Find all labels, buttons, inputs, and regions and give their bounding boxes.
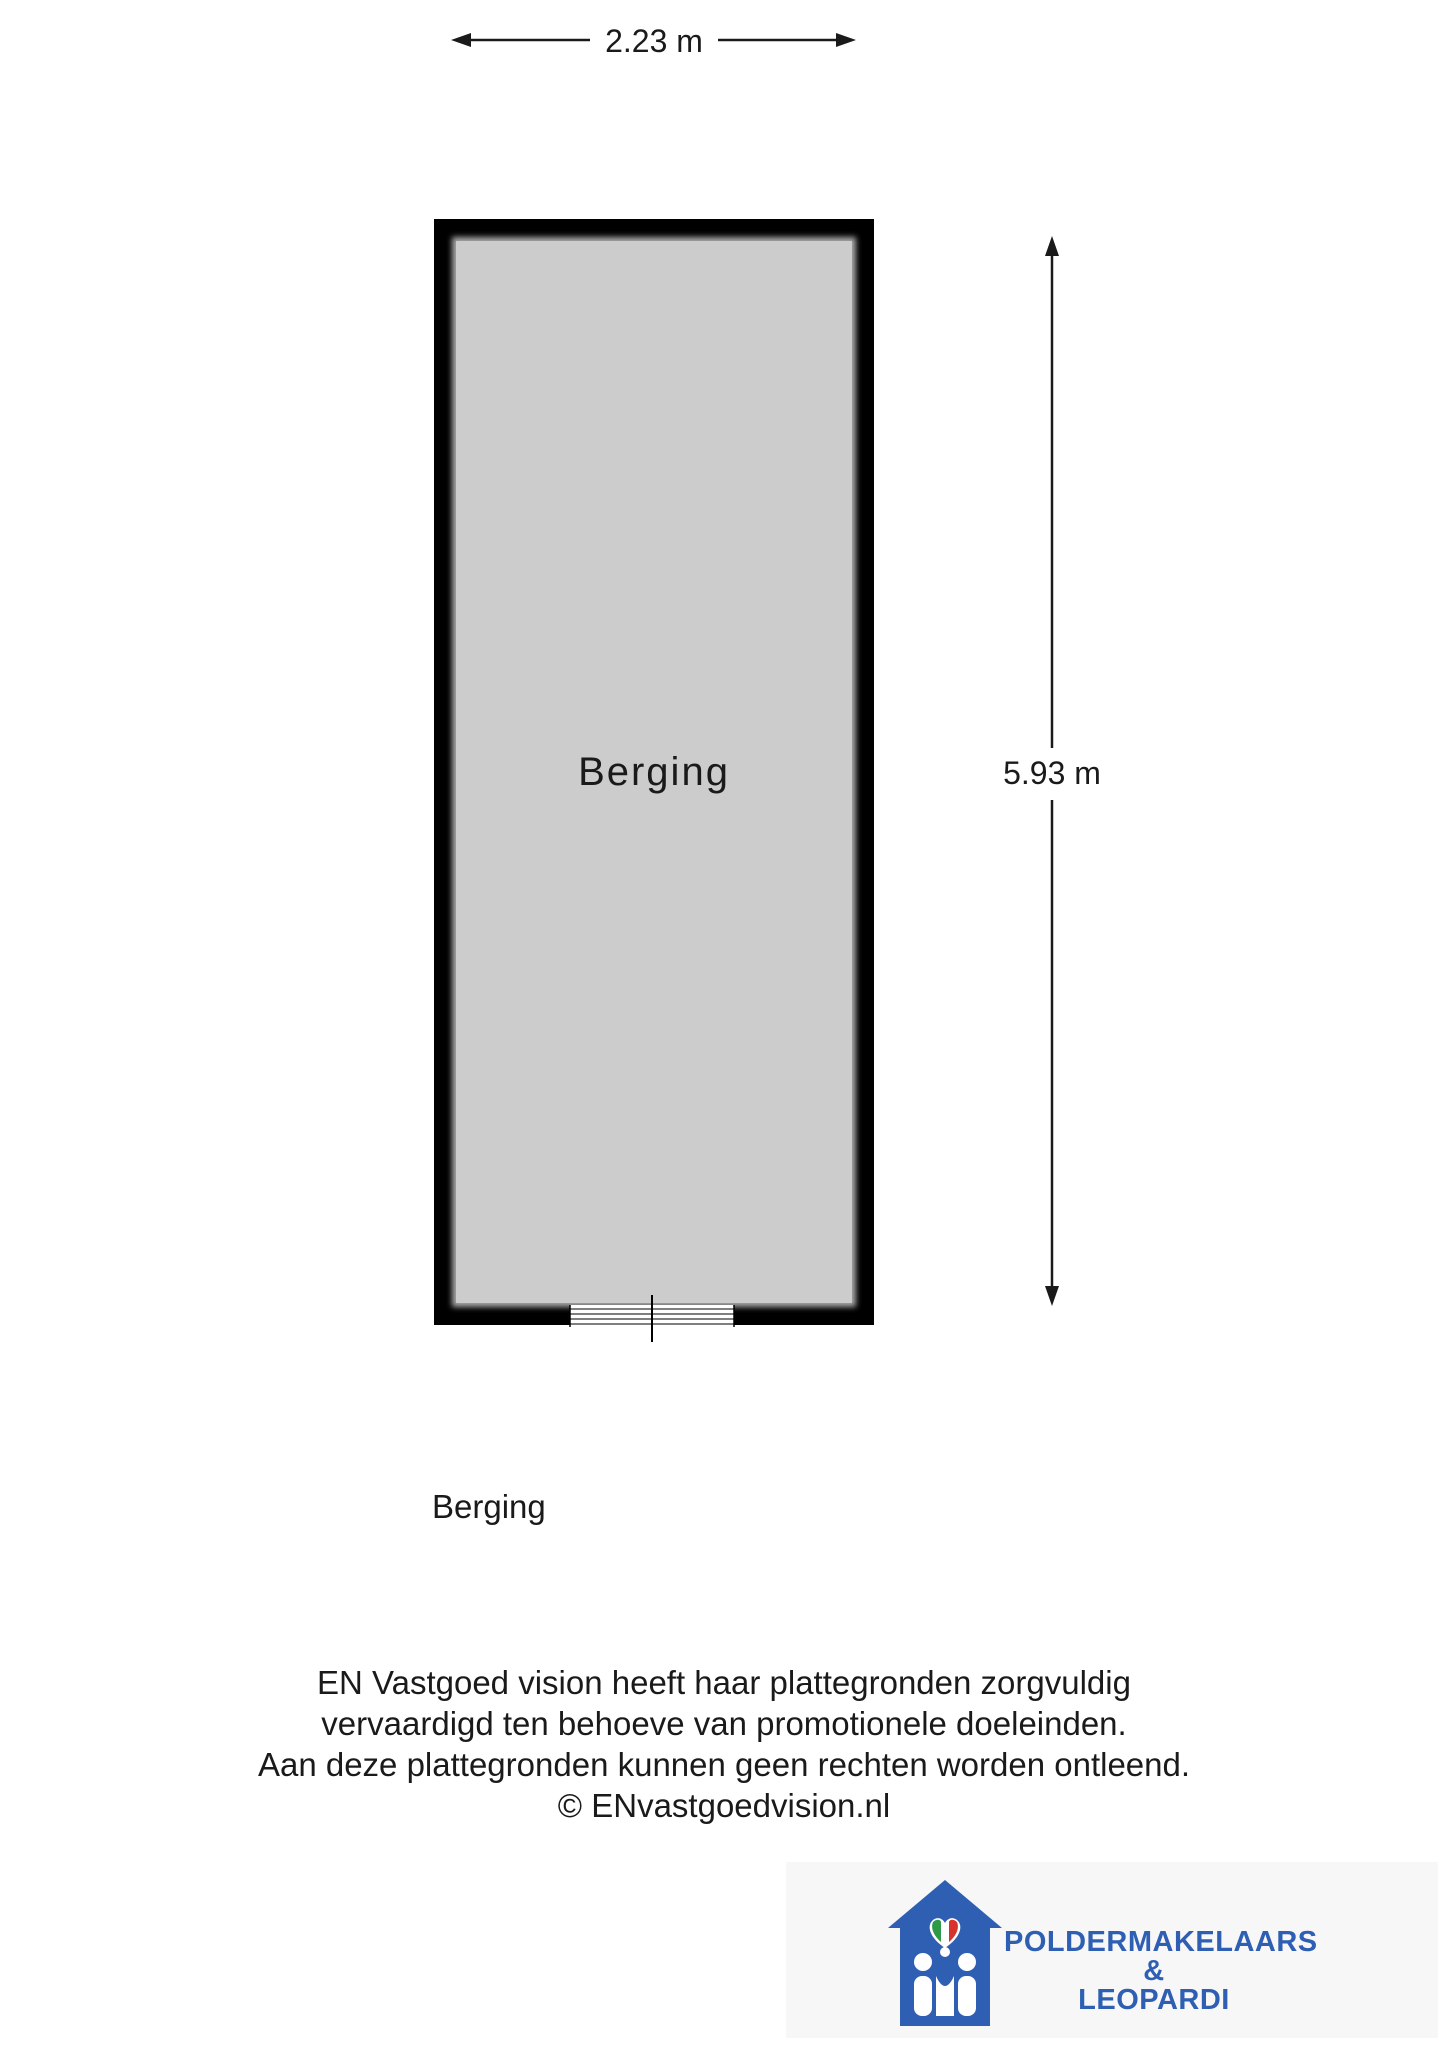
floor-caption: Berging — [432, 1488, 546, 1525]
room-label: Berging — [578, 750, 730, 794]
disclaimer-line: vervaardigd ten behoeve van promotionele doeleinden. — [321, 1705, 1127, 1742]
arrow-left-icon — [451, 33, 471, 47]
house-logo-icon — [886, 1876, 1004, 2028]
depth-dimension-label: 5.93 m — [1003, 755, 1101, 791]
logo-line-1: POLDERMAKELAARS — [1004, 1926, 1318, 1958]
arrow-right-icon — [836, 33, 856, 47]
disclaimer-text — [0, 1662, 1448, 1826]
logo-wordmark — [1004, 1924, 1318, 2018]
disclaimer-line: EN Vastgoed vision heeft haar plattegronden zorgvuldig — [317, 1664, 1131, 1701]
width-dimension — [451, 23, 856, 59]
disclaimer-line: © ENvastgoedvision.nl — [557, 1787, 891, 1824]
width-dimension-label: 2.23 m — [605, 23, 703, 59]
arrow-down-icon — [1045, 1286, 1059, 1306]
logo-line-3: LEOPARDI — [1078, 1984, 1230, 2016]
arrow-up-icon — [1045, 236, 1059, 256]
logo-line-2: & — [1143, 1955, 1165, 1987]
agency-logo — [786, 1862, 1438, 2038]
depth-dimension — [1003, 236, 1101, 1306]
disclaimer-line: Aan deze plattegronden kunnen geen rechten worden ontleend. — [257, 1746, 1191, 1783]
room-berging — [434, 219, 874, 1325]
